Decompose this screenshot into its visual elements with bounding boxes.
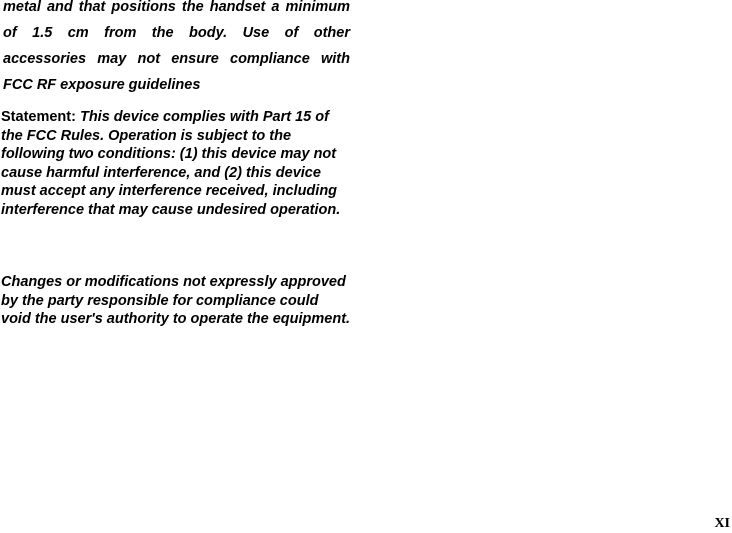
rf-exposure-line: accessories may not ensure compliance with: [3, 51, 350, 67]
rf-exposure-line: FCC RF exposure guidelines: [3, 77, 201, 93]
statement-text: This device complies with Part 15 of the FCC Rules. Operation is subject to the following two conditions: (1) this device may not cause harmful interference, and (2) this device must accept any interference received, including interference that may cause undesired operation.: [1, 109, 341, 218]
rf-exposure-line: metal and that positions the handset a minimum: [3, 0, 350, 15]
fcc-statement-paragraph: [1, 108, 351, 219]
modifications-warning-paragraph: Changes or modifications not expressly approved by the party responsible for compliance could void the user's authority to operate the equipment.: [1, 274, 351, 327]
rf-exposure-paragraph: [3, 0, 350, 98]
statement-label: Statement:: [1, 109, 76, 125]
rf-exposure-line: of 1.5 cm from the body. Use of other: [3, 25, 350, 41]
page-number: XI: [714, 516, 730, 531]
